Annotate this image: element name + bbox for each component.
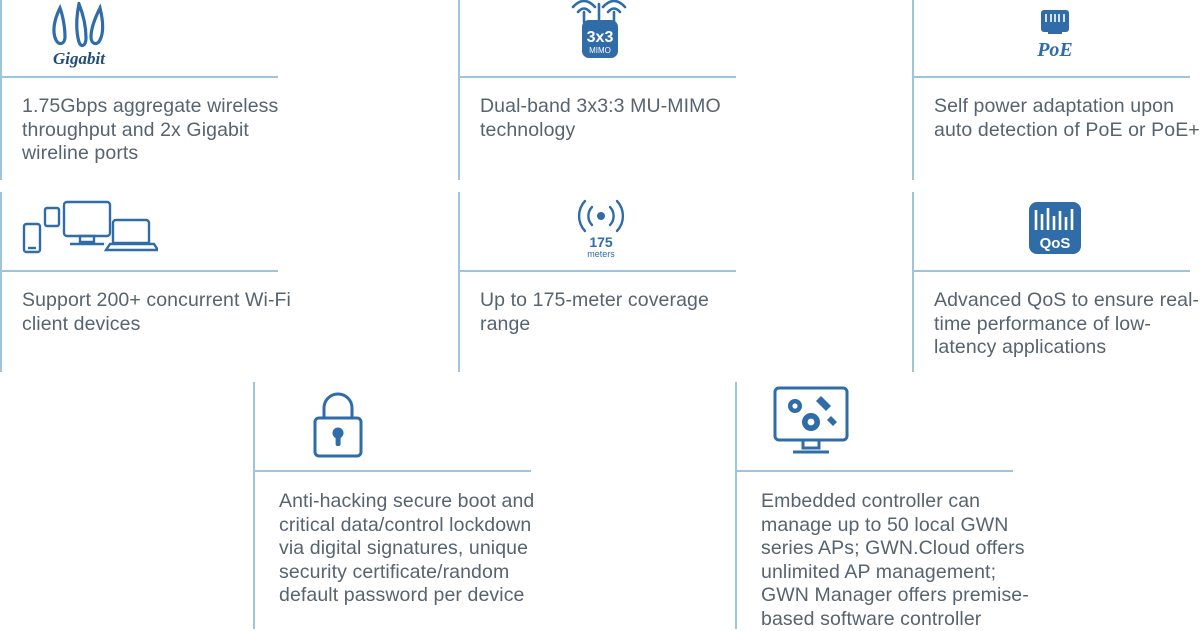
mimo-icon-sublabel: MIMO (588, 46, 611, 55)
padlock-icon (303, 382, 373, 462)
feature-security (253, 382, 543, 629)
qos-icon-label: QoS (1039, 235, 1070, 252)
gigabit-icon-label: Gigabit (53, 49, 105, 68)
feature-clients (0, 192, 291, 372)
feature-caption: Advanced QoS to ensure real-time performance of low-latency applications (934, 289, 1200, 358)
divider-line (735, 470, 1013, 472)
feature-qos (912, 192, 1200, 372)
divider-line (912, 76, 1190, 78)
feature-caption: 1.75Gbps aggregate wireless throughput and 2x Gigabit wireline ports (22, 95, 279, 164)
divider-line (0, 270, 278, 272)
feature-caption: Support 200+ concurrent Wi-Fi client devices (22, 289, 291, 335)
feature-mimo (458, 0, 743, 180)
coverage-icon-label: 175 (588, 234, 613, 250)
coverage-icon-sublabel: meters (586, 249, 615, 259)
multi-device-icon (18, 192, 158, 262)
feature-caption: Embedded controller can manage up to 50 local GWN series APs; GWN.Cloud offers unlimited AP management; GWN Manager offers premise-based software controller (761, 490, 1029, 630)
feature-caption: Dual-band 3x3:3 MU-MIMO technology (480, 95, 721, 141)
gigabit-antenna-icon (34, 0, 124, 68)
management-monitor-icon (765, 382, 861, 462)
divider-line (458, 270, 736, 272)
feature-gigabit (0, 0, 285, 180)
feature-caption: Anti-hacking secure boot and critical data/control lockdown via digital signatures, unique security certificate/random default password per device (279, 490, 535, 606)
qos-equalizer-icon (912, 192, 1197, 262)
divider-line (0, 76, 278, 78)
coverage-range-icon (458, 192, 743, 262)
poe-port-icon (912, 0, 1197, 68)
feature-coverage (458, 192, 743, 372)
feature-controller (735, 382, 1029, 630)
feature-caption: Self power adaptation upon auto detection of PoE or PoE+ (934, 95, 1200, 141)
divider-line (912, 270, 1190, 272)
accent-bar (0, 0, 2, 180)
mimo-3x3-icon (458, 0, 743, 68)
poe-icon-label: PoE (1036, 39, 1073, 61)
accent-bar (735, 382, 737, 629)
accent-bar (0, 192, 2, 372)
feature-caption: Up to 175-meter coverage range (480, 289, 709, 335)
feature-poe (912, 0, 1200, 180)
mimo-icon-label: 3x3 (586, 29, 613, 46)
accent-bar (253, 382, 255, 629)
divider-line (458, 76, 736, 78)
divider-line (253, 470, 531, 472)
